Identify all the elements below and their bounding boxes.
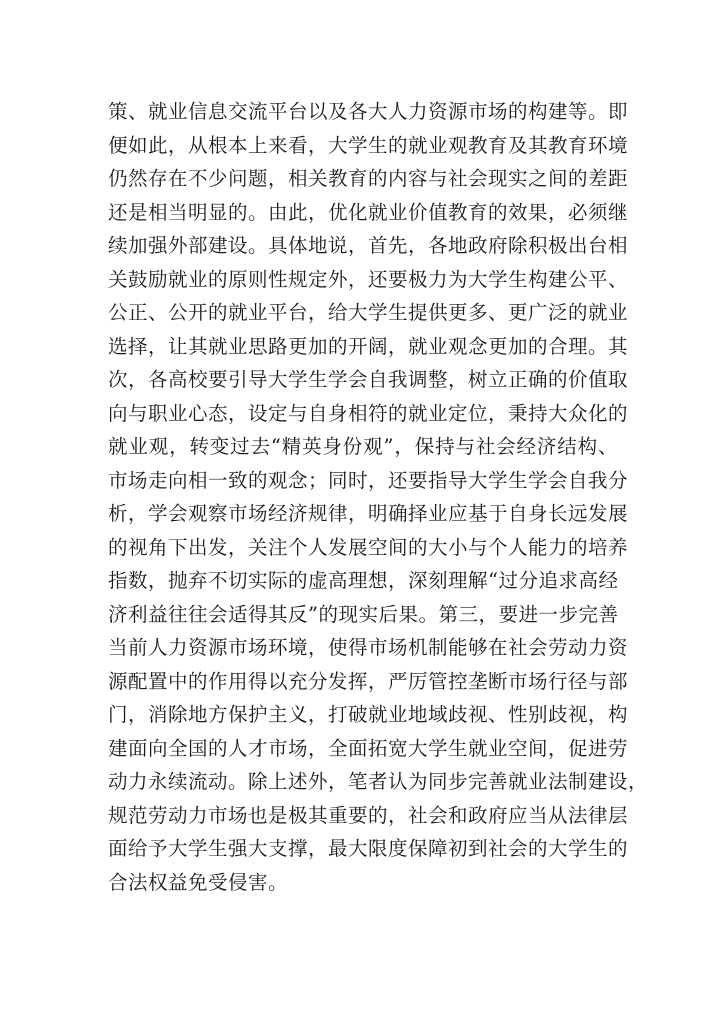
text-line: 当前人力资源市场环境，使得市场机制能够在社会劳动力资 xyxy=(108,636,629,659)
text-line: 建面向全国的人才市场，全面拓宽大学生就业空间，促进劳 xyxy=(108,736,629,760)
text-line: 向与职业心态，设定与自身相符的就业定位，秉持大众化的 xyxy=(108,401,629,425)
text-line: 门，消除地方保护主义，打破就业地域歧视、性别歧视，构 xyxy=(108,703,629,726)
text-line: 指数，抛弃不切实际的虚高理想，深刻理解“过分追求高经 xyxy=(108,569,619,592)
text-line: 关鼓励就业的原则性规定外，还要极力为大学生构建公平、 xyxy=(108,267,629,291)
body-paragraph xyxy=(108,95,649,899)
text-line: 策、就业信息交流平台以及各大人力资源市场的构建等。即 xyxy=(108,100,629,123)
text-line: 济利益往往会适得其反”的现实后果。第三，要进一步完善 xyxy=(108,602,619,626)
text-line: 源配置中的作用得以充分发挥，严厉管控垄断市场行径与部 xyxy=(108,669,629,693)
text-line: 次，各高校要引导大学生学会自我调整，树立正确的价值取 xyxy=(108,368,629,391)
text-line: 析，学会观察市场经济规律，明确择业应基于自身长远发展 xyxy=(108,502,629,525)
text-line: 仍然存在不少问题，相关教育的内容与社会现实之间的差距 xyxy=(108,167,629,190)
text-line: 动力永续流动。除上述外，笔者认为同步完善就业法制建设， xyxy=(108,770,649,793)
text-line: 规范劳动力市场也是极其重要的，社会和政府应当从法律层 xyxy=(108,803,629,827)
text-line: 选择，让其就业思路更加的开阔，就业观念更加的合理。其 xyxy=(108,334,629,358)
text-line: 面给予大学生强大支撑，最大限度保障初到社会的大学生的 xyxy=(108,837,629,860)
text-line: 合法权益免受侵害。 xyxy=(108,870,289,894)
text-line: 便如此，从根本上来看，大学生的就业观教育及其教育环境 xyxy=(108,133,629,157)
text-line: 续加强外部建设。具体地说，首先，各地政府除积极出台相 xyxy=(108,234,629,257)
text-line: 就业观，转变过去“精英身份观”，保持与社会经济结构、 xyxy=(108,435,618,458)
text-line: 市场走向相一致的观念；同时，还要指导大学生学会自我分 xyxy=(108,468,629,492)
text-line: 的视角下出发，关注个人发展空间的大小与个人能力的培养 xyxy=(108,535,629,559)
text-line: 还是相当明显的。由此，优化就业价值教育的效果，必须继 xyxy=(108,200,629,224)
text-line: 公正、公开的就业平台，给大学生提供更多、更广泛的就业 xyxy=(108,301,629,324)
